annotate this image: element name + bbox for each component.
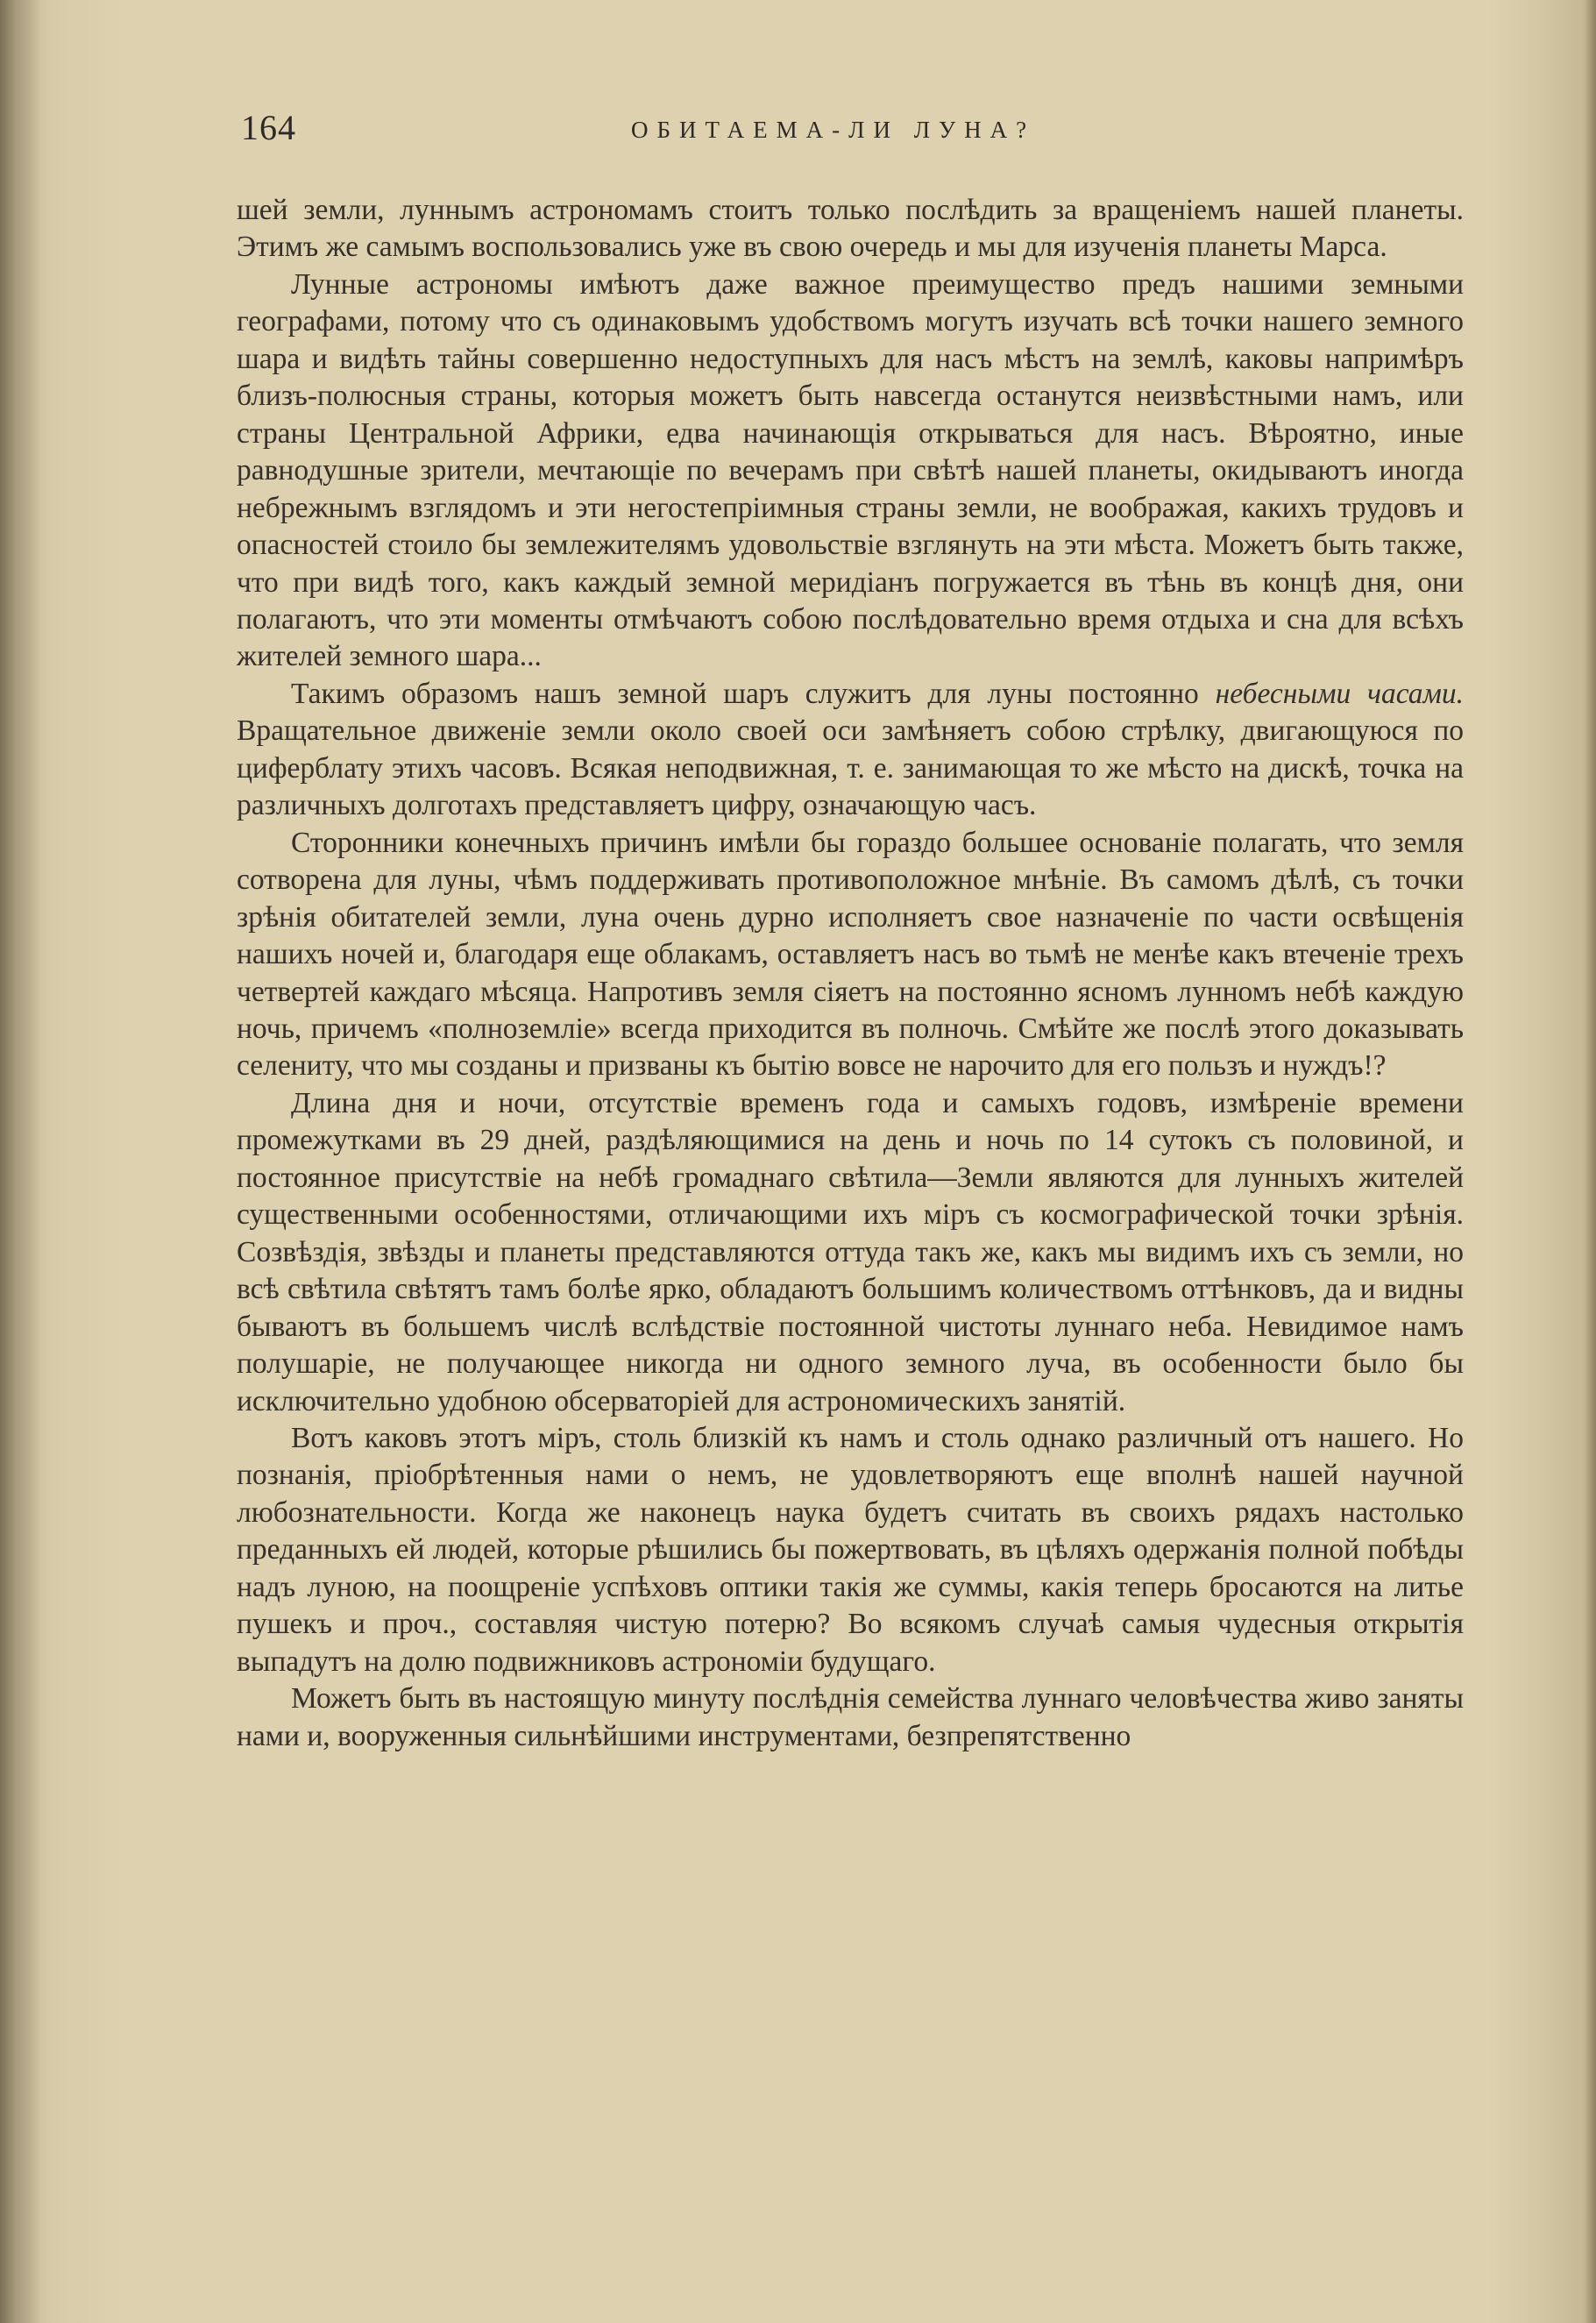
paragraph-3-end: Вращательное движеніе земли около своей оси замѣняетъ собою стрѣлку, двигающуюся по циферблату этихъ часовъ. Всякая неподвижная, т. е. занимающая то же мѣсто на дискѣ, точка на различныхъ долготахъ представляетъ цифру, означающую часъ.	[237, 714, 1464, 822]
paragraph-3-start: Такимъ образомъ нашъ земной шаръ служитъ для луны постоянно	[291, 677, 1216, 710]
paragraph-6: Вотъ каковъ этотъ міръ, столь близкій къ намъ и столь однако различный отъ нашего. Но познанія, пріобрѣтенныя нами о немъ, не удовлетворяютъ еще вполнѣ нашей научной любознательности. Когда же наконецъ наука будетъ считать въ своихъ рядахъ настолько преданныхъ ей людей, которые рѣшились бы пожертвовать, въ цѣляхъ одержанія полной побѣды надъ луною, на поощреніе успѣховъ оптики такія же суммы, какія теперь бросаются на литье пушекъ и проч., составляя чистую потерю? Во всякомъ случаѣ самыя чудесныя открытія выпадутъ на долю подвижниковъ астрономіи будущаго.	[237, 1421, 1464, 1678]
paragraph-7: Можетъ быть въ настоящую минуту послѣднія семейства луннаго человѣчества живо заняты нами и, вооруженныя сильнѣйшими инструментами, безпрепятственно	[237, 1682, 1464, 1752]
paragraph-3	[237, 676, 1464, 825]
paragraph-2: Лунные астрономы имѣютъ даже важное преимущество предъ нашими земными географами, потому что съ одинаковымъ удобствомъ могутъ изучать всѣ точки нашего земного шара и видѣть тайны совершенно недоступныхъ для насъ мѣстъ на землѣ, каковы напримѣръ близъ-полюсныя страны, которыя можетъ быть навсегда останутся неизвѣстными намъ, или страны Центральной Африки, едва начинающія открываться для насъ. Вѣроятно, иные равнодушные зрители, мечтающіе по вечерамъ при свѣтѣ нашей планеты, окидываютъ иногда небрежнымъ взглядомъ и эти негостепріимныя страны земли, не воображая, какихъ трудовъ и опасностей стоило бы землежителямъ удовольствіе взглянуть на эти мѣста. Можетъ быть также, что при видѣ того, какъ каждый земной меридіанъ погружается въ тѣнь въ концѣ дня, они полагаютъ, что эти моменты отмѣчаютъ собою послѣдовательно время отдыха и сна для всѣхъ жителей земного шара...	[237, 267, 1464, 673]
running-title: ОБИТАЕМА-ЛИ ЛУНА?	[631, 117, 1036, 143]
paragraph-1: шей земли, луннымъ астрономамъ стоитъ только послѣдить за вращеніемъ нашей планеты. Этимъ же самымъ воспользовались уже въ свою очередь и мы для изученія планеты Марса.	[237, 194, 1464, 264]
book-gutter-shadow	[0, 0, 40, 2323]
book-page	[237, 103, 1464, 2260]
paragraph-4: Сторонники конечныхъ причинъ имѣли бы гораздо большее основаніе полагать, что земля сотворена для луны, чѣмъ поддерживать противоположное мнѣніе. Въ самомъ дѣлѣ, съ точки зрѣнія обитателей земли, луна очень дурно исполняетъ свое назначеніе по части освѣщенія нашихъ ночей и, благодаря еще облакамъ, оставляетъ насъ во тьмѣ не менѣе какъ втеченіе трехъ четвертей каждаго мѣсяца. Напротивъ земля сіяетъ на постоянно ясномъ лунномъ небѣ каждую ночь, причемъ «полноземліе» всегда приходится въ полночь. Смѣйте же послѣ этого доказывать селениту, что мы созданы и призваны къ бытію вовсе не нарочито для его пользъ и нуждъ!?	[237, 826, 1464, 1083]
body-text	[237, 192, 1464, 1755]
paragraph-5: Длина дня и ночи, отсутствіе временъ года и самыхъ годовъ, измѣреніе времени промежутками въ 29 дней, раздѣляющимися на день и ночь по 14 сутокъ съ половиной, и постоянное присутствіе на небѣ громаднаго свѣтила—Земли являются для лунныхъ жителей существенными особенностями, отличающими ихъ міръ съ космографической точки зрѣнія. Созвѣздія, звѣзды и планеты представляются оттуда такъ же, какъ мы видимъ ихъ съ земли, но всѣ свѣтила свѣтятъ тамъ болѣе ярко, обладаютъ большимъ количествомъ оттѣнковъ, да и видны бываютъ въ большемъ числѣ вслѣдствіе постоянной чистоты луннаго неба. Невидимое намъ полушаріе, не получающее никогда ни одного земного луча, въ особенности было бы исключительно удобною обсерваторіей для астрономическихъ занятій.	[237, 1086, 1464, 1417]
paragraph-3-emphasis: небесными часами.	[1215, 677, 1464, 710]
page-header	[237, 103, 1464, 156]
page-edge-shadow	[1584, 0, 1596, 2323]
page-number: 164	[241, 108, 296, 147]
